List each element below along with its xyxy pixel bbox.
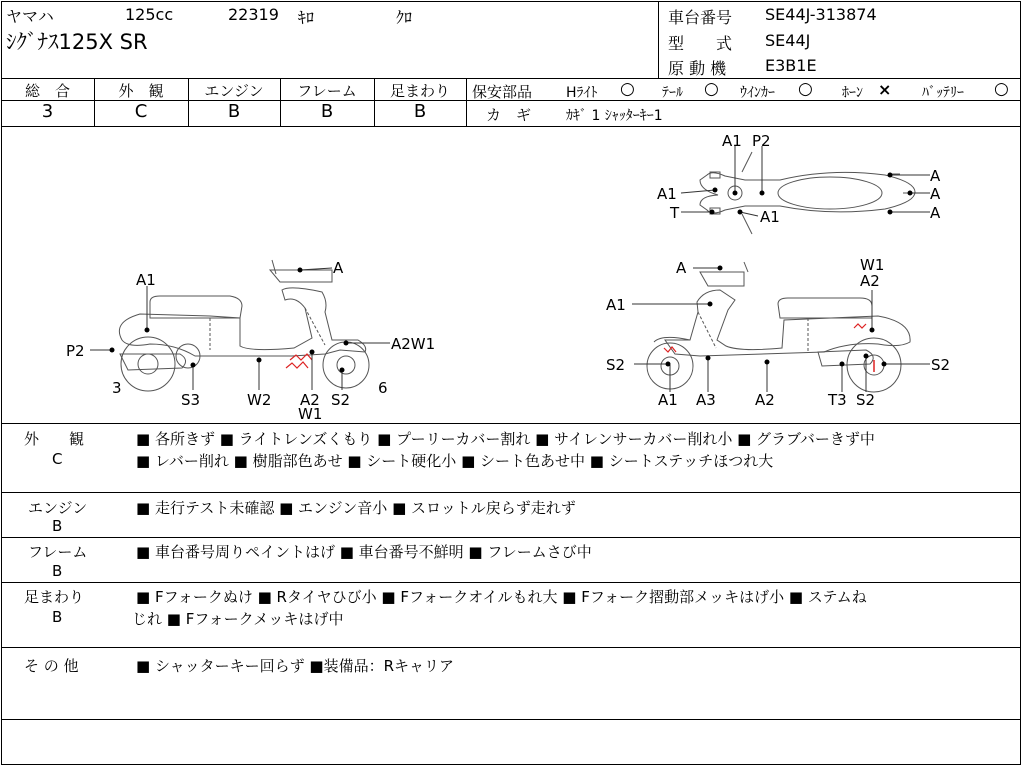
color: ｸﾛ [396, 8, 413, 27]
grade-label-suspension: 足まわり [389, 82, 450, 100]
displacement: 125cc [125, 5, 174, 24]
diagram-label: A2 [300, 391, 320, 409]
leader-lines [90, 146, 930, 392]
type-value: SE44J [765, 31, 811, 50]
detail-line: ■ シャッターキー回らず ■装備品：Rキャリア [136, 657, 455, 675]
grade-suspension: B [413, 101, 427, 122]
safety-mark-battery: ○ [994, 79, 1009, 99]
diagram-label: T [670, 204, 680, 222]
diagram-label: A [333, 259, 344, 277]
diagram-label: S2 [331, 391, 351, 409]
rule [1, 647, 1021, 648]
diagram-label: A2 [755, 391, 775, 409]
diagram-label: P2 [752, 132, 771, 150]
detail-line: ■ 車台番号周りペイントはげ ■ 車台番号不鮮明 ■ フレームさび中 [136, 543, 592, 561]
safety-mark-headlight: ○ [620, 79, 635, 99]
grade-engine: B [227, 101, 241, 122]
model-name: ｼｸﾞﾅｽ125X SR [6, 30, 148, 54]
detail-label-frame: フレーム [28, 543, 88, 561]
grade-overall: 3 [41, 101, 54, 122]
detail-line: じれ ■ Fフォークメッキはげ中 [132, 610, 344, 628]
diagram-label: P2 [66, 342, 85, 360]
grade-label-exterior: 外 観 [118, 82, 164, 100]
diagram-label: A3 [696, 391, 716, 409]
diagram-label: T3 [828, 391, 847, 409]
diagram-label: 3 [112, 379, 122, 397]
diagram-label: A1 [606, 296, 626, 314]
maker: ヤマハ [6, 7, 54, 26]
diagram-label: A [930, 185, 941, 203]
scooter-damage-diagram [0, 127, 1022, 423]
detail-grade-frame: B [52, 562, 63, 580]
diagram-label: A1 [657, 185, 677, 203]
frame-no-label: 車台番号 [668, 8, 733, 27]
grade-divider [466, 78, 467, 126]
diagram-label: A1 [760, 208, 780, 226]
detail-label-exterior: 外 観 [24, 430, 85, 448]
diagram-label: A [930, 204, 941, 222]
mileage: 22319 [228, 5, 279, 24]
rule [1, 492, 1021, 493]
engine-label: 原 動 機 [668, 59, 727, 78]
detail-grade-engine: B [52, 517, 63, 535]
grade-label-engine: エンジン [204, 82, 264, 100]
detail-grade-suspension: B [52, 608, 63, 626]
detail-line: ■ 走行テスト未確認 ■ エンジン音小 ■ スロットル戻らず走れず [136, 499, 576, 517]
grade-frame: B [320, 101, 334, 122]
diagram-label: W2 [247, 391, 272, 409]
detail-grade-exterior: C [52, 450, 63, 468]
type-label: 型 式 [668, 34, 733, 53]
leader-dots [110, 173, 913, 373]
frame-no: SE44J-313874 [765, 5, 877, 24]
key-label: カ ギ [486, 106, 532, 124]
diagram-label: W1 [860, 256, 885, 274]
detail-line: ■ レバー削れ ■ 樹脂部色あせ ■ シート硬化小 ■ シート色あせ中 ■ シートステッチほつれ大 [136, 452, 774, 470]
diagram-label: A1 [722, 132, 742, 150]
diagram-label: A [930, 167, 941, 185]
header-divider [658, 1, 659, 78]
safety-label: 保安部品 [472, 83, 533, 101]
grade-label-overall: 総 合 [24, 82, 70, 100]
detail-line: ■ Fフォークぬけ ■ Rタイヤひび小 ■ Fフォークオイルもれ大 ■ Fフォーク摺動部メッキはげ小 ■ ステムね [136, 588, 867, 606]
detail-label-engine: エンジン [28, 499, 88, 517]
rule [1, 78, 1021, 79]
rule [1, 719, 1021, 720]
detail-line: ■ 各所きず ■ ライトレンズくもり ■ プーリーカバー割れ ■ サイレンサーカバー削れ小 ■ グラブバーきず中 [136, 430, 875, 448]
diagram-label: A1 [658, 391, 678, 409]
safety-mark-horn: × [878, 80, 892, 99]
diagram-label: A1 [136, 271, 156, 289]
diagram-label: S2 [606, 356, 626, 374]
diagram-label: S2 [931, 356, 951, 374]
diagram-label: A [676, 259, 687, 277]
mileage-unit: ｷﾛ [298, 8, 315, 27]
safety-mark-winker: ○ [798, 79, 813, 99]
scooter-left-view [119, 260, 369, 391]
grade-label-frame: フレーム [297, 82, 357, 100]
safety-item-horn: ﾎｰﾝ [842, 85, 863, 101]
diagram-label: 6 [378, 379, 388, 397]
diagram-label: A2 [860, 272, 880, 290]
safety-item-tail: ﾃｰﾙ [662, 85, 683, 101]
safety-item-battery: ﾊﾞｯﾃﾘｰ [922, 85, 964, 101]
rule [1, 582, 1021, 583]
safety-mark-tail: ○ [704, 79, 719, 99]
diagram-label: S3 [181, 391, 201, 409]
detail-label-other: そ の 他 [24, 657, 79, 675]
scooter-top-view [700, 152, 915, 234]
key-value: ｶｷﾞ 1 ｼｬｯﾀｰｷｰ1 [566, 108, 663, 124]
engine-value: E3B1E [765, 56, 817, 75]
safety-item-headlight: Hﾗｲﾄ [566, 85, 598, 101]
rule [1, 423, 1021, 424]
diagram-label: S2 [856, 391, 876, 409]
grade-exterior: C [134, 101, 148, 122]
safety-item-winker: ｳｲﾝｶｰ [740, 85, 775, 101]
rule [1, 537, 1021, 538]
diagram-label: A2W1 [391, 335, 436, 353]
diagram-label: W1 [298, 405, 323, 423]
detail-label-suspension: 足まわり [24, 588, 85, 606]
